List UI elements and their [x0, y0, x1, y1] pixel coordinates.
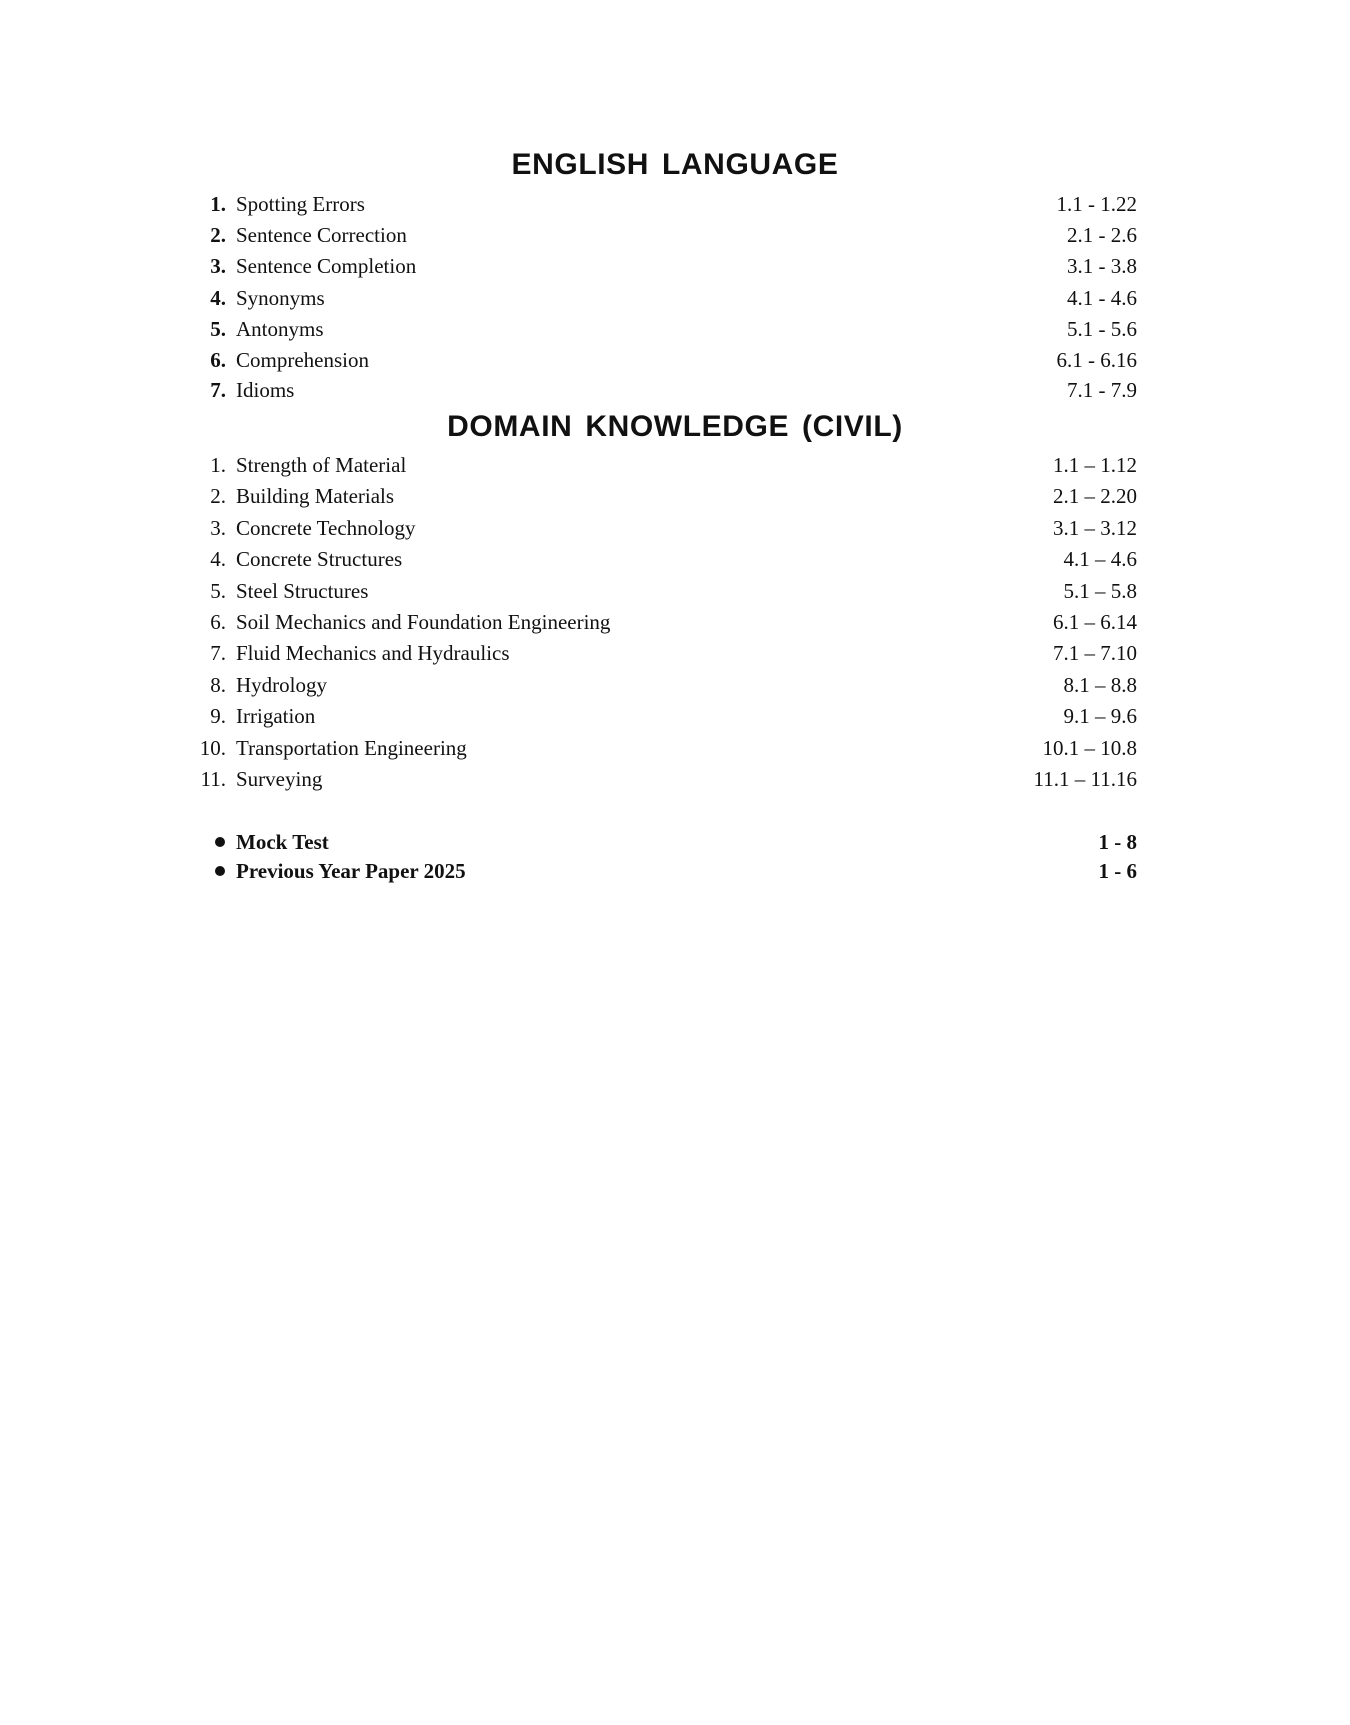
toc-row[interactable] [0, 576, 1350, 606]
toc-pages: 5.1 - 5.6 [1067, 317, 1137, 341]
toc-pages: 1.1 – 1.12 [1053, 453, 1137, 477]
toc-label: Fluid Mechanics and Hydraulics [236, 641, 510, 665]
toc-number: 5. [210, 579, 226, 603]
toc-number: 1. [210, 192, 226, 216]
toc-label: Soil Mechanics and Foundation Engineering [236, 610, 611, 634]
bullet-icon [215, 837, 225, 847]
toc-label: Spotting Errors [236, 192, 365, 216]
toc-row[interactable] [0, 638, 1350, 668]
toc-row[interactable] [0, 375, 1350, 405]
toc-pages: 3.1 - 3.8 [1067, 254, 1137, 278]
toc-label: Building Materials [236, 484, 395, 508]
toc-number: 7. [210, 641, 226, 665]
toc-number: 7. [210, 378, 226, 402]
toc-label: Strength of Material [236, 453, 407, 477]
toc-pages: 2.1 – 2.20 [1053, 484, 1137, 508]
toc-row[interactable] [0, 670, 1350, 700]
toc-number: 3. [210, 254, 226, 278]
toc-label: Irrigation [236, 704, 316, 728]
toc-row[interactable] [0, 189, 1350, 219]
toc-label: Sentence Correction [236, 223, 407, 247]
toc-row[interactable] [0, 764, 1350, 794]
toc-label: Concrete Structures [236, 547, 403, 571]
toc-number: 2. [210, 223, 226, 247]
toc-row[interactable] [0, 450, 1350, 480]
domain-knowledge-heading: DOMAIN KNOWLEDGE (CIVIL) [447, 410, 903, 443]
toc-label: Sentence Completion [236, 254, 417, 278]
toc-number: 10. [199, 736, 226, 760]
toc-label: Previous Year Paper 2025 [236, 859, 466, 883]
toc-pages: 9.1 – 9.6 [1063, 704, 1137, 728]
toc-row-mock-test[interactable] [0, 827, 1350, 857]
toc-number: 3. [210, 516, 226, 540]
toc-number: 4. [210, 286, 226, 310]
toc-label: Steel Structures [236, 579, 369, 603]
toc-pages: 3.1 – 3.12 [1053, 516, 1137, 540]
toc-label: Comprehension [236, 348, 369, 372]
toc-label: Concrete Technology [236, 516, 416, 540]
toc-row-previous-year-paper[interactable] [0, 856, 1350, 886]
toc-pages: 4.1 – 4.6 [1063, 547, 1137, 571]
toc-number: 8. [210, 673, 226, 697]
toc-row[interactable] [0, 220, 1350, 250]
toc-label: Hydrology [236, 673, 327, 697]
toc-number: 4. [210, 547, 226, 571]
toc-row[interactable] [0, 607, 1350, 637]
toc-pages: 7.1 - 7.9 [1067, 378, 1137, 402]
toc-label: Idioms [236, 378, 295, 402]
toc-row[interactable] [0, 701, 1350, 731]
toc-row[interactable] [0, 513, 1350, 543]
toc-pages: 6.1 – 6.14 [1053, 610, 1137, 634]
toc-row[interactable] [0, 544, 1350, 574]
toc-label: Transportation Engineering [236, 736, 467, 760]
toc-pages: 11.1 – 11.16 [1033, 767, 1137, 791]
toc-label: Synonyms [236, 286, 325, 310]
toc-number: 1. [210, 453, 226, 477]
toc-row[interactable] [0, 733, 1350, 763]
toc-label: Antonyms [236, 317, 324, 341]
toc-pages: 1 - 8 [1098, 830, 1137, 854]
toc-number: 2. [210, 484, 226, 508]
english-language-heading: ENGLISH LANGUAGE [511, 148, 839, 181]
toc-row[interactable] [0, 283, 1350, 313]
toc-row[interactable] [0, 481, 1350, 511]
toc-pages: 10.1 – 10.8 [1042, 736, 1137, 760]
toc-number: 5. [210, 317, 226, 341]
toc-row[interactable] [0, 345, 1350, 375]
toc-number: 9. [210, 704, 226, 728]
toc-number: 11. [200, 767, 226, 791]
toc-pages: 1 - 6 [1098, 859, 1137, 883]
toc-row[interactable] [0, 314, 1350, 344]
toc-pages: 2.1 - 2.6 [1067, 223, 1137, 247]
toc-number: 6. [210, 348, 226, 372]
toc-pages: 4.1 - 4.6 [1067, 286, 1137, 310]
toc-pages: 1.1 - 1.22 [1056, 192, 1137, 216]
toc-pages: 5.1 – 5.8 [1063, 579, 1137, 603]
toc-row[interactable] [0, 251, 1350, 281]
toc-label: Surveying [236, 767, 323, 791]
toc-pages: 8.1 – 8.8 [1063, 673, 1137, 697]
toc-pages: 7.1 – 7.10 [1053, 641, 1137, 665]
toc-pages: 6.1 - 6.16 [1056, 348, 1137, 372]
bullet-icon [215, 866, 225, 876]
toc-label: Mock Test [236, 830, 329, 854]
toc-number: 6. [210, 610, 226, 634]
